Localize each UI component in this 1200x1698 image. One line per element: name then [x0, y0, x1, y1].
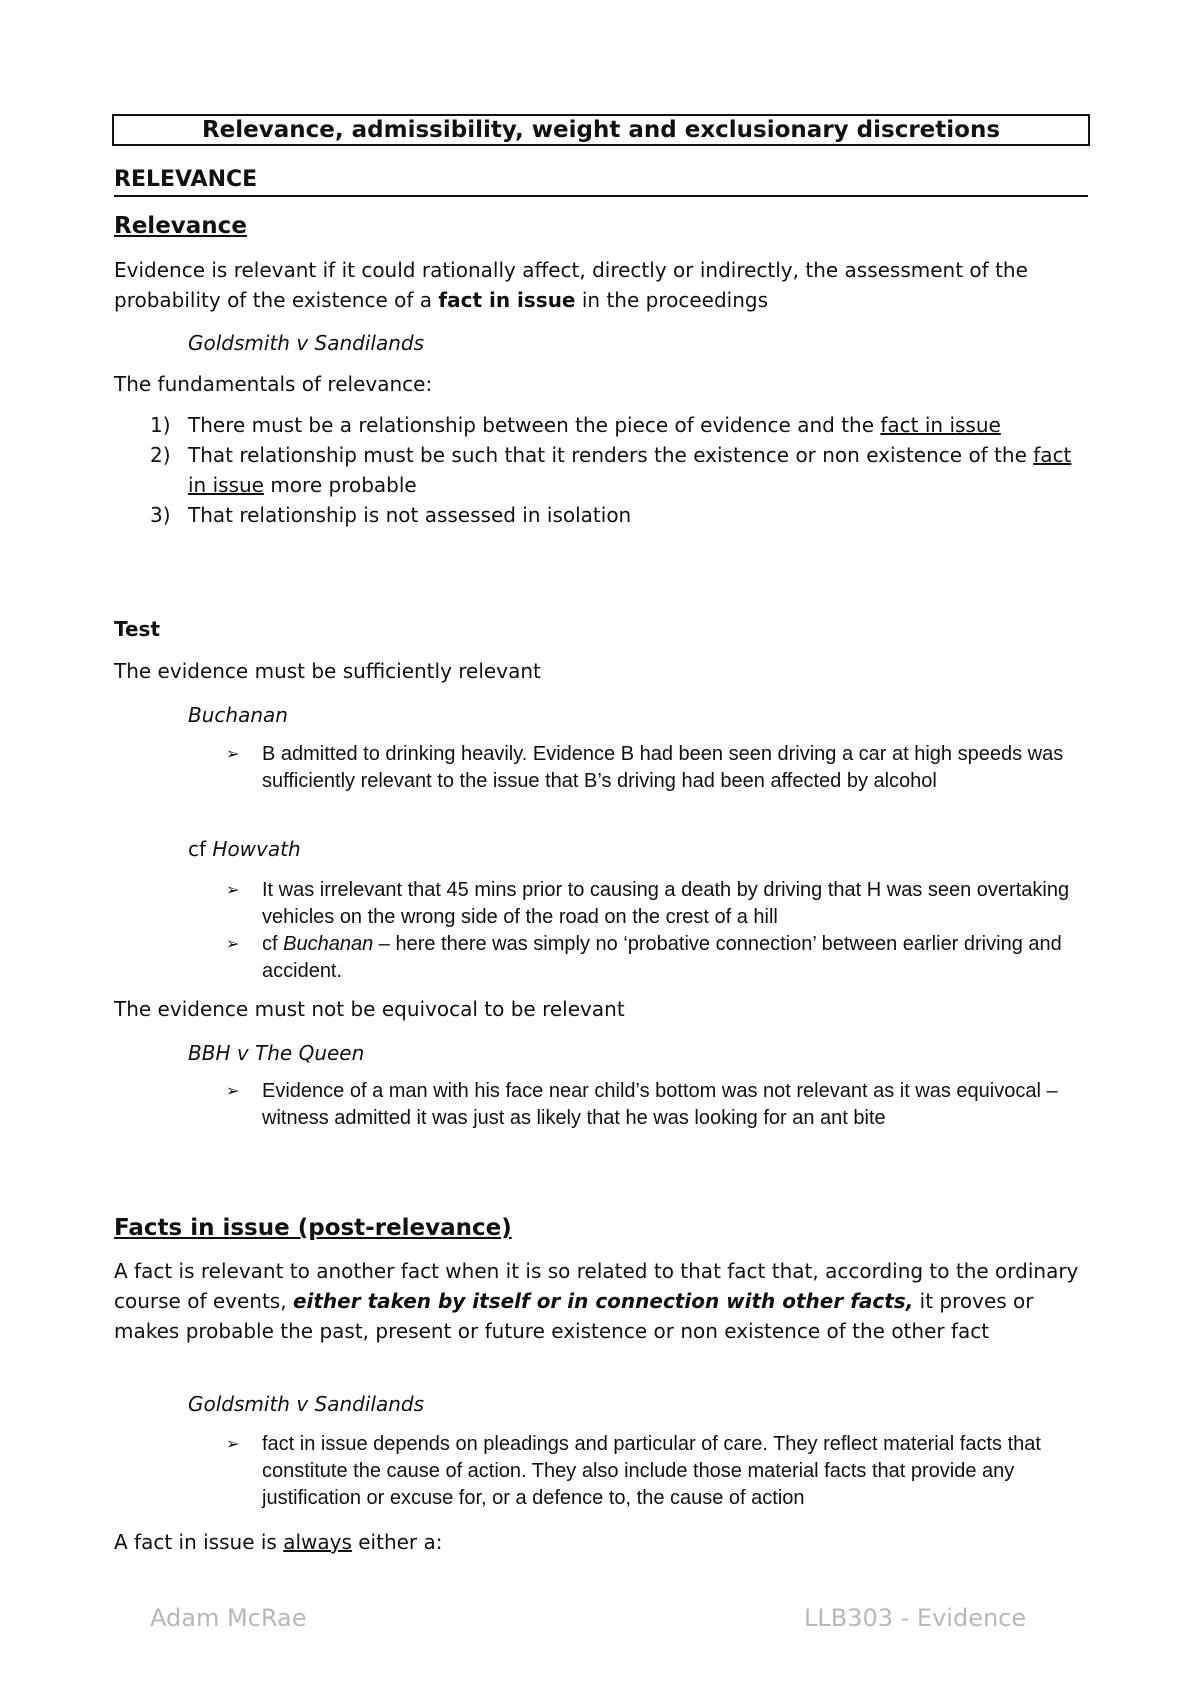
arrow-bullet-icon: ➢ [226, 1083, 240, 1100]
list-number: 3) [150, 503, 171, 527]
list-item [150, 500, 1094, 530]
list-item [226, 877, 1092, 931]
relevance-definition [114, 255, 1094, 315]
section-heading: RELEVANCE [114, 166, 1088, 197]
list-text: That relationship must be such that it renders the existence or non existence of the [188, 443, 1027, 467]
case-citation: Goldsmith v Sandilands [188, 331, 424, 355]
bullet-text: It was irrelevant that 45 mins prior to causing a death by driving that H was seen overtaking vehicles on the wrong side of the road on the crest of a hill [262, 879, 1070, 928]
list-text-end: more probable [270, 473, 417, 497]
definition-text-end: in the proceedings [581, 288, 768, 312]
line-text: A fact in issue is [114, 1530, 277, 1554]
bullet-text: fact in issue depends on pleadings and particular of care. They reflect material facts that constitute the cause of action. They also include those material facts that provide any justification or excuse for, or a defence to, the cause of action [262, 1433, 1041, 1509]
definition-text: A fact is relevant to another fact when it is so related to that fact that, according to the ordinary course of events, [114, 1259, 1079, 1313]
facts-last-line [114, 1527, 1094, 1557]
line-underline: always [283, 1530, 352, 1554]
list-number: 1) [150, 413, 171, 437]
definition-text-end: it proves or makes probable the past, present or future existence or non existence of the other fact [114, 1289, 1034, 1343]
bullet-list [226, 1431, 1092, 1512]
fundamentals-intro: The fundamentals of relevance: [114, 372, 433, 396]
list-item [150, 440, 1094, 500]
case-bbh: BBH v The Queen [188, 1041, 365, 1065]
list-number: 2) [150, 443, 171, 467]
case-buchanan: Buchanan [188, 703, 288, 727]
bullet-list [226, 877, 1092, 985]
footer-course: LLB303 - Evidence [804, 1604, 1027, 1632]
arrow-bullet-icon: ➢ [226, 746, 240, 763]
bullet-italic: Buchanan [283, 933, 374, 955]
arrow-bullet-icon: ➢ [226, 936, 240, 953]
bullet-list [226, 741, 1092, 795]
line-text-end: either a: [358, 1530, 443, 1554]
arrow-bullet-icon: ➢ [226, 882, 240, 899]
bullet-text: cf [262, 933, 278, 955]
arrow-bullet-icon: ➢ [226, 1436, 240, 1453]
list-item [226, 741, 1092, 795]
bullet-text-end: – here there was simply no ‘probative connection’ between earlier driving and accident. [262, 933, 1062, 982]
list-item [226, 1431, 1092, 1512]
definition-bold: fact in issue [438, 288, 576, 312]
document-title: Relevance, admissibility, weight and exclusionary discretions [112, 114, 1090, 146]
list-item [226, 931, 1092, 985]
test-heading: Test [114, 617, 161, 641]
facts-definition [114, 1256, 1094, 1346]
case-citation: Goldsmith v Sandilands [188, 1392, 424, 1416]
list-text: That relationship is not assessed in isolation [188, 503, 632, 527]
relevance-heading: Relevance [114, 213, 247, 239]
list-underline: fact in issue [880, 413, 1001, 437]
bullet-text: Evidence of a man with his face near child’s bottom was not relevant as it was equivocal – witness admitted it was just as likely that he was looking for an ant bite [262, 1080, 1058, 1129]
list-item [150, 410, 1094, 440]
facts-heading: Facts in issue (post-relevance) [114, 1215, 512, 1241]
case-howvath [188, 836, 301, 862]
bullet-list [226, 1078, 1092, 1132]
case-name: Howvath [212, 837, 301, 861]
definition-bold-italic: either taken by itself or in connection with other facts, [292, 1289, 914, 1313]
list-item [226, 1078, 1092, 1132]
cf-prefix: cf [188, 837, 207, 861]
test-line-1: The evidence must be sufficiently relevant [114, 659, 541, 683]
bullet-text: B admitted to drinking heavily. Evidence B had been seen driving a car at high speeds was sufficiently relevant to the issue that B’s driving had been affected by alcohol [262, 743, 1064, 792]
fundamentals-list [150, 410, 1094, 530]
list-underline: fact in issue [188, 443, 1072, 497]
footer-author: Adam McRae [150, 1604, 307, 1632]
list-text: There must be a relationship between the piece of evidence and the [188, 413, 875, 437]
test-line-2: The evidence must not be equivocal to be relevant [114, 997, 625, 1021]
definition-text: Evidence is relevant if it could rationally affect, directly or indirectly, the assessment of the probability of the existence of a [114, 258, 1028, 312]
